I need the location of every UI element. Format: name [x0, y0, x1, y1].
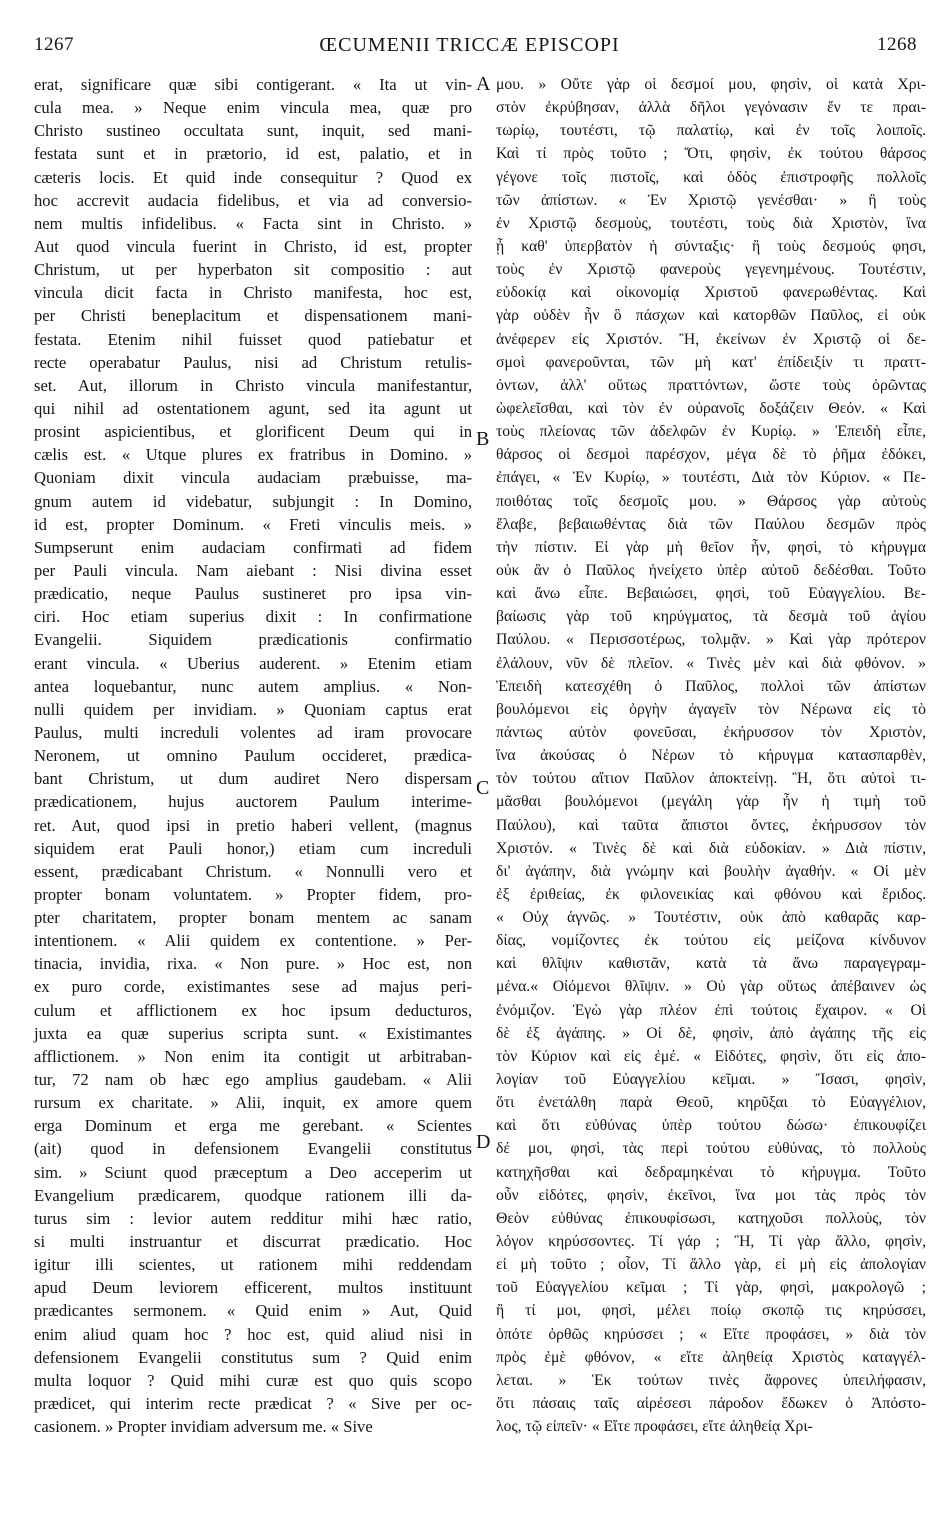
- greek-text-line: Καὶ τί πρὸς τοῦτο ; Ὅτι, φησὶν, ἐκ τούτου θάρσος: [496, 145, 926, 163]
- latin-text-line: recte operabatur Paulus, nisi ad Christum retulis-: [34, 352, 472, 372]
- margin-letter-d: D: [476, 1131, 491, 1153]
- latin-text-line: igitur illi scientes, ut rationem mihi reddendam: [34, 1255, 472, 1275]
- greek-text-line: ᾖ καθ' ὑπερβατὸν ἡ σύνταξις· ἢ τοὺς δεσμούς φησι,: [496, 237, 926, 255]
- greek-text-line: Παύλου), καὶ ταῦτα ἄπιστοι ὄντες, ἐκήρυσσον τὸν: [496, 816, 926, 834]
- latin-text-line: propter bonam voluntatem. » Propter fidem, pro-: [34, 884, 472, 904]
- running-title: ŒCUMENII TRICCÆ EPISCOPI: [319, 34, 620, 56]
- latin-text-line: sim. » Sciunt quod præceptum a Deo acceperim ut: [34, 1162, 472, 1182]
- greek-text-line: δίας, νομίζοντες ἐκ τούτου εἰς μείζονα κίνδυνον: [496, 932, 926, 950]
- latin-text-line: id est, propter Dominum. « Freti vinculis meis. »: [34, 514, 472, 534]
- greek-text-line: δὲ ἐξ ἀγάπης. » Οἱ δὲ, φησὶν, ἀπὸ ἀγάπης τῆς εἰς: [496, 1024, 926, 1042]
- greek-text-line: ἐπάγει, « Ἐν Κυρίῳ, » τουτέστι, Διὰ τὸν Κύριον. « Πε-: [496, 469, 926, 487]
- greek-text-line: λόγον κηρύσσοντες. Τί γάρ ; Ἢ, Τί γὰρ ἄλλο, φησὶν,: [496, 1233, 926, 1251]
- latin-text-line: Paulus, multi increduli volentes ad iram provocare: [34, 722, 472, 742]
- greek-text-line: εὐδοκίᾳ καὶ οἰκονομίᾳ Χριστοῦ φανερωθέντας. Καὶ: [496, 284, 926, 302]
- latin-text-line: casionem. » Propter invidiam adversum me. « Sive: [34, 1417, 373, 1437]
- greek-text-line: τωρίῳ, τουτέστι, τῷ παλατίῳ, καὶ ἐν τοῖς λοιποῖς.: [496, 122, 926, 140]
- greek-text-line: τὴν πίστιν. Εἰ γὰρ μὴ θεῖον ἦν, φησὶ, τὸ κήρυγμα: [496, 538, 926, 556]
- latin-text-line: Christum, ut per hyperbaton sit compositio : aut: [34, 260, 472, 280]
- greek-text-line: τὸν Κύριον καὶ εἰς ἐμέ. « Εἰδότες, φησὶν, ὅτι εἰς ἀπο-: [496, 1047, 926, 1065]
- latin-text-line: siquidem erat Pauli honor,) etiam cum increduli: [34, 838, 472, 858]
- greek-text-line: ὁπότε ὀρθῶς κηρύσσει ; « Εἴτε προφάσει, » διὰ τὸν: [496, 1325, 926, 1343]
- latin-text-line: erat, significare quæ sibi contigerant. « Ita ut vin-: [34, 75, 472, 94]
- margin-letter-c: C: [476, 777, 490, 799]
- latin-text-line: prædicatio, neque Paulus sustineret pro ipsa vin-: [34, 584, 472, 604]
- greek-text-line: μένα.« Οἰόμενοι θλῖψιν. » Οὐ γὰρ οὕτως ἀπέβαινεν ὡς: [496, 978, 926, 996]
- greek-text-line: Θεὸν εὐθύνας ἐπικουφίσωσι, κατηχοῦσι πολλοὺς, τὸν: [496, 1209, 926, 1227]
- latin-text-line: Christo sustineo occultata sunt, inquit, sed mani-: [34, 121, 472, 141]
- latin-text-line: set. Aut, illorum in Christo vincula manifestantur,: [34, 375, 472, 395]
- greek-text-line: ἀνέφερεν εἰς Χριστόν. Ἢ, ἐκείνων ἐν Χριστῷ οἱ δε-: [496, 330, 926, 348]
- greek-text-line: ἵνα ἀκούσας ὁ Νέρων τὸ κήρυγμα κατασπαρθὲν,: [496, 747, 926, 765]
- latin-text-line: essent, prædicabant Christum. « Nonnulli vero et: [34, 861, 472, 881]
- latin-text-line: ex puro corde, existimantes sese ad majus peri-: [34, 977, 472, 997]
- greek-text-line: καὶ ἄνω εἶπε. Βεβαιώσει, φησὶ, τοῦ Εὐαγγελίου. Βε-: [496, 585, 926, 603]
- greek-text-line: πρὸς ἐμὲ φθόνον, « εἴτε ἀληθείᾳ Χριστὸς καταγγέλ-: [496, 1348, 926, 1366]
- latin-text-line: Quoniam dixit vincula audaciam præbuisse, ma-: [34, 468, 472, 488]
- greek-text-line: σμοὶ φανεροῦνται, τῶν μὴ κατ' ἐπίδειξίν τι πραττ-: [496, 353, 926, 371]
- greek-text-line: βουλόμενοι εἰς ὀργὴν ἀγαγεῖν τὸν Νέρωνα εἰς τὸ: [496, 700, 926, 718]
- greek-text-line: μου. » Οὔτε γὰρ οἱ δεσμοί μου, φησὶν, οἱ κατὰ Χρι-: [496, 76, 926, 93]
- greek-text-line: τοῦ Εὐαγγελίου κεῖμαι ; Τί γὰρ, φησὶ, μακρολογῶ ;: [496, 1279, 926, 1297]
- latin-text-line: ciri. Hoc etiam superius dixit : In confirmatione: [34, 607, 472, 627]
- greek-text-line: ποιθότας τοῖς δεσμοῖς μου. » Θάρσος γὰρ αὐτοὺς: [496, 492, 926, 510]
- latin-text-line: erga Dominum et erga me gerebant. « Scientes: [34, 1116, 472, 1136]
- latin-text-line: cælis est. « Utque plures ex fratribus in Domino. »: [34, 445, 472, 465]
- latin-text-line: gnum autem id videbatur, subjungit : In Domino,: [34, 491, 472, 511]
- greek-text-line: θάρσος οἱ δεσμοὶ παρέσχον, μέγα δὲ τὸ ῥῆμα ἐδόκει,: [496, 446, 926, 464]
- latin-text-line: si multi instruantur et discurrat prædicatio. Hoc: [34, 1232, 472, 1252]
- greek-text-line: γέγονε τοῖς πιστοῖς, καὶ ὁδὸς ἐπιστροφῆς πολλοῖς: [496, 168, 926, 186]
- latin-text-line: nulli quidem per invidiam. » Quoniam captus erat: [34, 699, 472, 719]
- latin-text-line: tinacia, invidia, rixa. « Non pure. » Hoc est, non: [34, 954, 472, 974]
- latin-text-line: vincula dicit facta in Christo manifesta, hoc est,: [34, 283, 472, 303]
- right-column-number: 1268: [877, 34, 917, 55]
- latin-text-line: erant vincula. « Uberius auderent. » Etenim etiam: [34, 653, 472, 673]
- latin-text-line: Sumpserunt enim audaciam confirmati ad fidem: [34, 537, 472, 557]
- greek-text-line: λογίαν τοῦ Εὐαγγελίου κεῖμαι. » Ἴσασι, φησὶν,: [496, 1071, 926, 1089]
- latin-text-line: prædicet, qui interim recte prædicat ? « Sive per oc-: [34, 1394, 472, 1414]
- latin-text-line: enim aliud quam hoc ? hoc est, quid aliud nisi in: [34, 1324, 472, 1344]
- left-column-number: 1267: [34, 34, 74, 55]
- greek-text-line: Χριστόν. « Τινὲς δὲ καὶ διὰ εὐδοκίαν. » Διὰ πίστιν,: [496, 839, 926, 857]
- latin-text-line: bant Christum, ut dum audiret Nero dispersam: [34, 769, 472, 789]
- greek-text-line: πάντως αὐτὸν φονεῦσαι, ἐκήρυσσον τὸν Χριστὸν,: [496, 723, 926, 741]
- latin-text-line: prædicantes sermonem. « Quid enim » Aut, Quid: [34, 1301, 472, 1321]
- latin-text-line: prædicationem, hujus auctorem Paulum interime-: [34, 792, 472, 812]
- latin-text-line: festata sunt et in prætorio, id est, palatio, et in: [34, 144, 472, 164]
- latin-text-line: intentionem. « Alii quidem ex contentione. » Per-: [34, 931, 472, 951]
- latin-text-line: turus sim : levior autem redditur mihi hæc ratio,: [34, 1208, 472, 1228]
- greek-text-line: καὶ ὅτι εὐθύνας ὑπὲρ τούτου δώσω· ἐπικουφίζει: [496, 1117, 926, 1135]
- running-header: [0, 34, 939, 64]
- greek-text-line: « Οὐχ ἁγνῶς. » Τουτέστιν, οὐκ ἀπὸ καθαρᾶς καρ-: [496, 909, 926, 927]
- greek-text-line: Παύλου. « Περισσοτέρως, τολμᾷν. » Καὶ γὰρ πρότερον: [496, 631, 926, 649]
- greek-text-line: ἐνόμιζον. Ἐγὼ γὰρ πλέον ἐπὶ τούτοις ἔχαιρον. « Οἱ: [496, 1001, 926, 1019]
- latin-text-line: pter charitatem, propter bonam mentem ac sanam: [34, 908, 472, 928]
- latin-text-line: qui nihil ad ostentationem agunt, sed ita agunt ut: [34, 398, 472, 418]
- latin-text-line: Neronem, ut omnino Paulum occideret, prædica-: [34, 746, 472, 766]
- greek-text-line: όντων, ἀλλ' οὕτως πραττόντων, ὥστε τοὺς ὁρῶντας: [496, 376, 926, 394]
- greek-text-column: [496, 73, 926, 1438]
- latin-text-line: culum et afflictionem ex hoc ipsum deducturos,: [34, 1000, 472, 1020]
- greek-text-line: μᾶσθαι βουλόμενοι (μεγάλη γὰρ ἦν ἡ τιμὴ τοῦ: [496, 793, 926, 811]
- latin-text-line: (ait) quod in defensionem Evangelii constitutus: [34, 1139, 472, 1159]
- greek-text-line: ὅτι πάσαις ταῖς αἱρέσεσι πάροδον ἔδωκεν ὁ Ἀπόστο-: [496, 1395, 926, 1413]
- greek-text-line: δι' ἀγάπην, διὰ γνώμην καὶ βουλὴν ἀγαθήν. « Οἱ μὲν: [496, 862, 926, 880]
- greek-text-line: ἢ τί μοι, φησὶ, μέλει ποίῳ σκοπῷ τις κηρύσσει,: [496, 1302, 926, 1320]
- latin-text-line: festata. Etenim nihil fuisset quod patiebatur et: [34, 329, 472, 349]
- latin-text-line: defensionem Evangelii constitutus sum ? Quid enim: [34, 1347, 472, 1367]
- latin-text-line: prosint aspicientibus, et glorificent Deum qui in: [34, 422, 472, 442]
- greek-text-line: ἔλαβε, βεβαιωθέντας διὰ τῶν Παύλου δεσμῶν πρὸς: [496, 515, 926, 533]
- greek-text-line: βαίωσις γὰρ τοῦ κηρύγματος, τὰ δεσμὰ τοῦ ἁγίου: [496, 608, 926, 626]
- greek-text-line: λος, τῷ εἰπεῖν· « Εἴτε προφάσει, εἴτε ἀληθείᾳ Χρι-: [496, 1418, 813, 1436]
- latin-text-line: Evangelii. Siquidem prædicationis confirmatio: [34, 630, 472, 650]
- greek-text-line: Ἐπειδὴ κατεσχέθη ὁ Παῦλος, πολλοὶ τῶν ἀπίστων: [496, 677, 926, 695]
- greek-text-line: λεται. » Ἐκ τούτων τινὲς ἄφρονες ὑπειλήφασιν,: [496, 1371, 926, 1389]
- latin-text-line: multa loquor ? Quid mihi curæ est quo quis scopo: [34, 1370, 472, 1390]
- greek-text-line: τὸν τούτου αἴτιον Παῦλον ἀποκτείνῃ. Ἢ, ὅτι αὐτοὶ τι-: [496, 770, 926, 788]
- greek-text-line: τοὺς πλείονας τῶν ἀδελφῶν ἐν Κυρίῳ. » Ἐπειδὴ εἶπε,: [496, 423, 926, 441]
- greek-text-line: γὰρ οὐδὲν ἦν ὃ πάσχων καὶ κατορθῶν Παῦλος, εἰ οὐκ: [496, 307, 926, 325]
- greek-text-line: οὐκ ἂν ὁ Παῦλος ἠνείχετο ὑπὲρ αὐτοῦ δεδέσθαι. Τοῦτο: [496, 561, 926, 579]
- latin-text-line: apud Deum leviorem efficerent, multos instituunt: [34, 1278, 472, 1298]
- latin-text-line: tur, 72 nam ob hæc ego amplius gaudebam. « Alii: [34, 1070, 472, 1090]
- greek-text-line: οὖν εἰδότες, φησὶν, ἐκεῖνοι, ἵνα μοι τὰς πρὸς τὸν: [496, 1186, 926, 1204]
- latin-text-line: rursum ex charitate. » Alii, inquit, ex amore quem: [34, 1093, 472, 1113]
- margin-letter-a: A: [476, 73, 491, 95]
- greek-text-line: καὶ θλῖψιν καθιστᾶν, κατὰ τὰ ἄνω παραγεγραμ-: [496, 955, 926, 973]
- greek-text-line: κατηχῆσθαι καὶ δεδραμηκέναι τὸ κήρυγμα. Τοῦτο: [496, 1163, 926, 1181]
- greek-text-line: στὸν ἐκρύβησαν, ἀλλὰ δῆλοι γεγόνασιν ἔν τε πραι-: [496, 99, 926, 117]
- latin-text-line: cæteris locis. Et quid inde consequitur ? Quod ex: [34, 167, 472, 187]
- greek-text-line: ὠφελεῖσθαι, καὶ τὸν ἐν οὐρανοῖς δοξάζειν Θεόν. « Καὶ: [496, 399, 926, 417]
- latin-text-line: juxta ea quæ superius scripta sunt. « Existimantes: [34, 1023, 472, 1043]
- latin-text-line: antea loquebantur, nunc autem amplius. « Non-: [34, 676, 472, 696]
- latin-text-line: hoc accrevit audacia fidelibus, et via ad conversio-: [34, 190, 472, 210]
- latin-text-line: per Christi beneplacitum et dispensationem mani-: [34, 306, 472, 326]
- latin-text-line: Evangelium prædicarem, quodque rationem illi da-: [34, 1185, 472, 1205]
- latin-text-line: afflictionem. » Non enim ita contigit ut arbitraban-: [34, 1046, 472, 1066]
- greek-text-line: ὅτι ἐνετάλθη παρὰ Θεοῦ, κηρῦξαι τὸ Εὐαγγέλιον,: [496, 1094, 926, 1112]
- latin-text-column: [34, 73, 472, 1438]
- latin-text-line: nem multis infidelibus. « Facta sint in Christo. »: [34, 213, 472, 233]
- greek-text-line: εἰ μὴ τοῦτο ; οἷον, Τί ἄλλο γὰρ, εἰ μὴ εἰς ἀπολογίαν: [496, 1256, 926, 1274]
- latin-text-line: per Pauli vincula. Nam aiebant : Nisi divina esset: [34, 560, 472, 580]
- margin-letter-b: B: [476, 428, 490, 450]
- latin-text-line: cula mea. » Neque enim vincula mea, quæ pro: [34, 98, 472, 118]
- latin-text-line: ret. Aut, quod ipsi in pretio haberi vellent, (magnus: [34, 815, 472, 835]
- latin-text-line: Aut quod vincula fuerint in Christo, id est, propter: [34, 236, 472, 256]
- greek-text-line: τοὺς ἐν Χριστῷ φανεροὺς γεγενημένους. Τουτέστιν,: [496, 261, 926, 279]
- greek-text-line: ἐν Χριστῷ δεσμοὺς, τουτέστι, τοὺς διὰ Χριστὸν, ἵνα: [496, 214, 926, 232]
- greek-text-line: δέ μοι, φησὶ, τὰς περὶ τούτου εὐθύνας, τὸ πολλοὺς: [496, 1140, 926, 1158]
- greek-text-line: τῶν ἀπίστων. « Ἐν Χριστῷ γενέσθαι· » ἢ τοὺς: [496, 191, 926, 209]
- greek-text-line: ἐλάλουν, νῦν δὲ πλεῖον. « Τινὲς μὲν καὶ διὰ φθόνον. »: [496, 654, 926, 672]
- greek-text-line: ἐξ ἐριθείας, ἐκ φιλονεικίας καὶ φθόνου καὶ ἔριδος.: [496, 885, 926, 903]
